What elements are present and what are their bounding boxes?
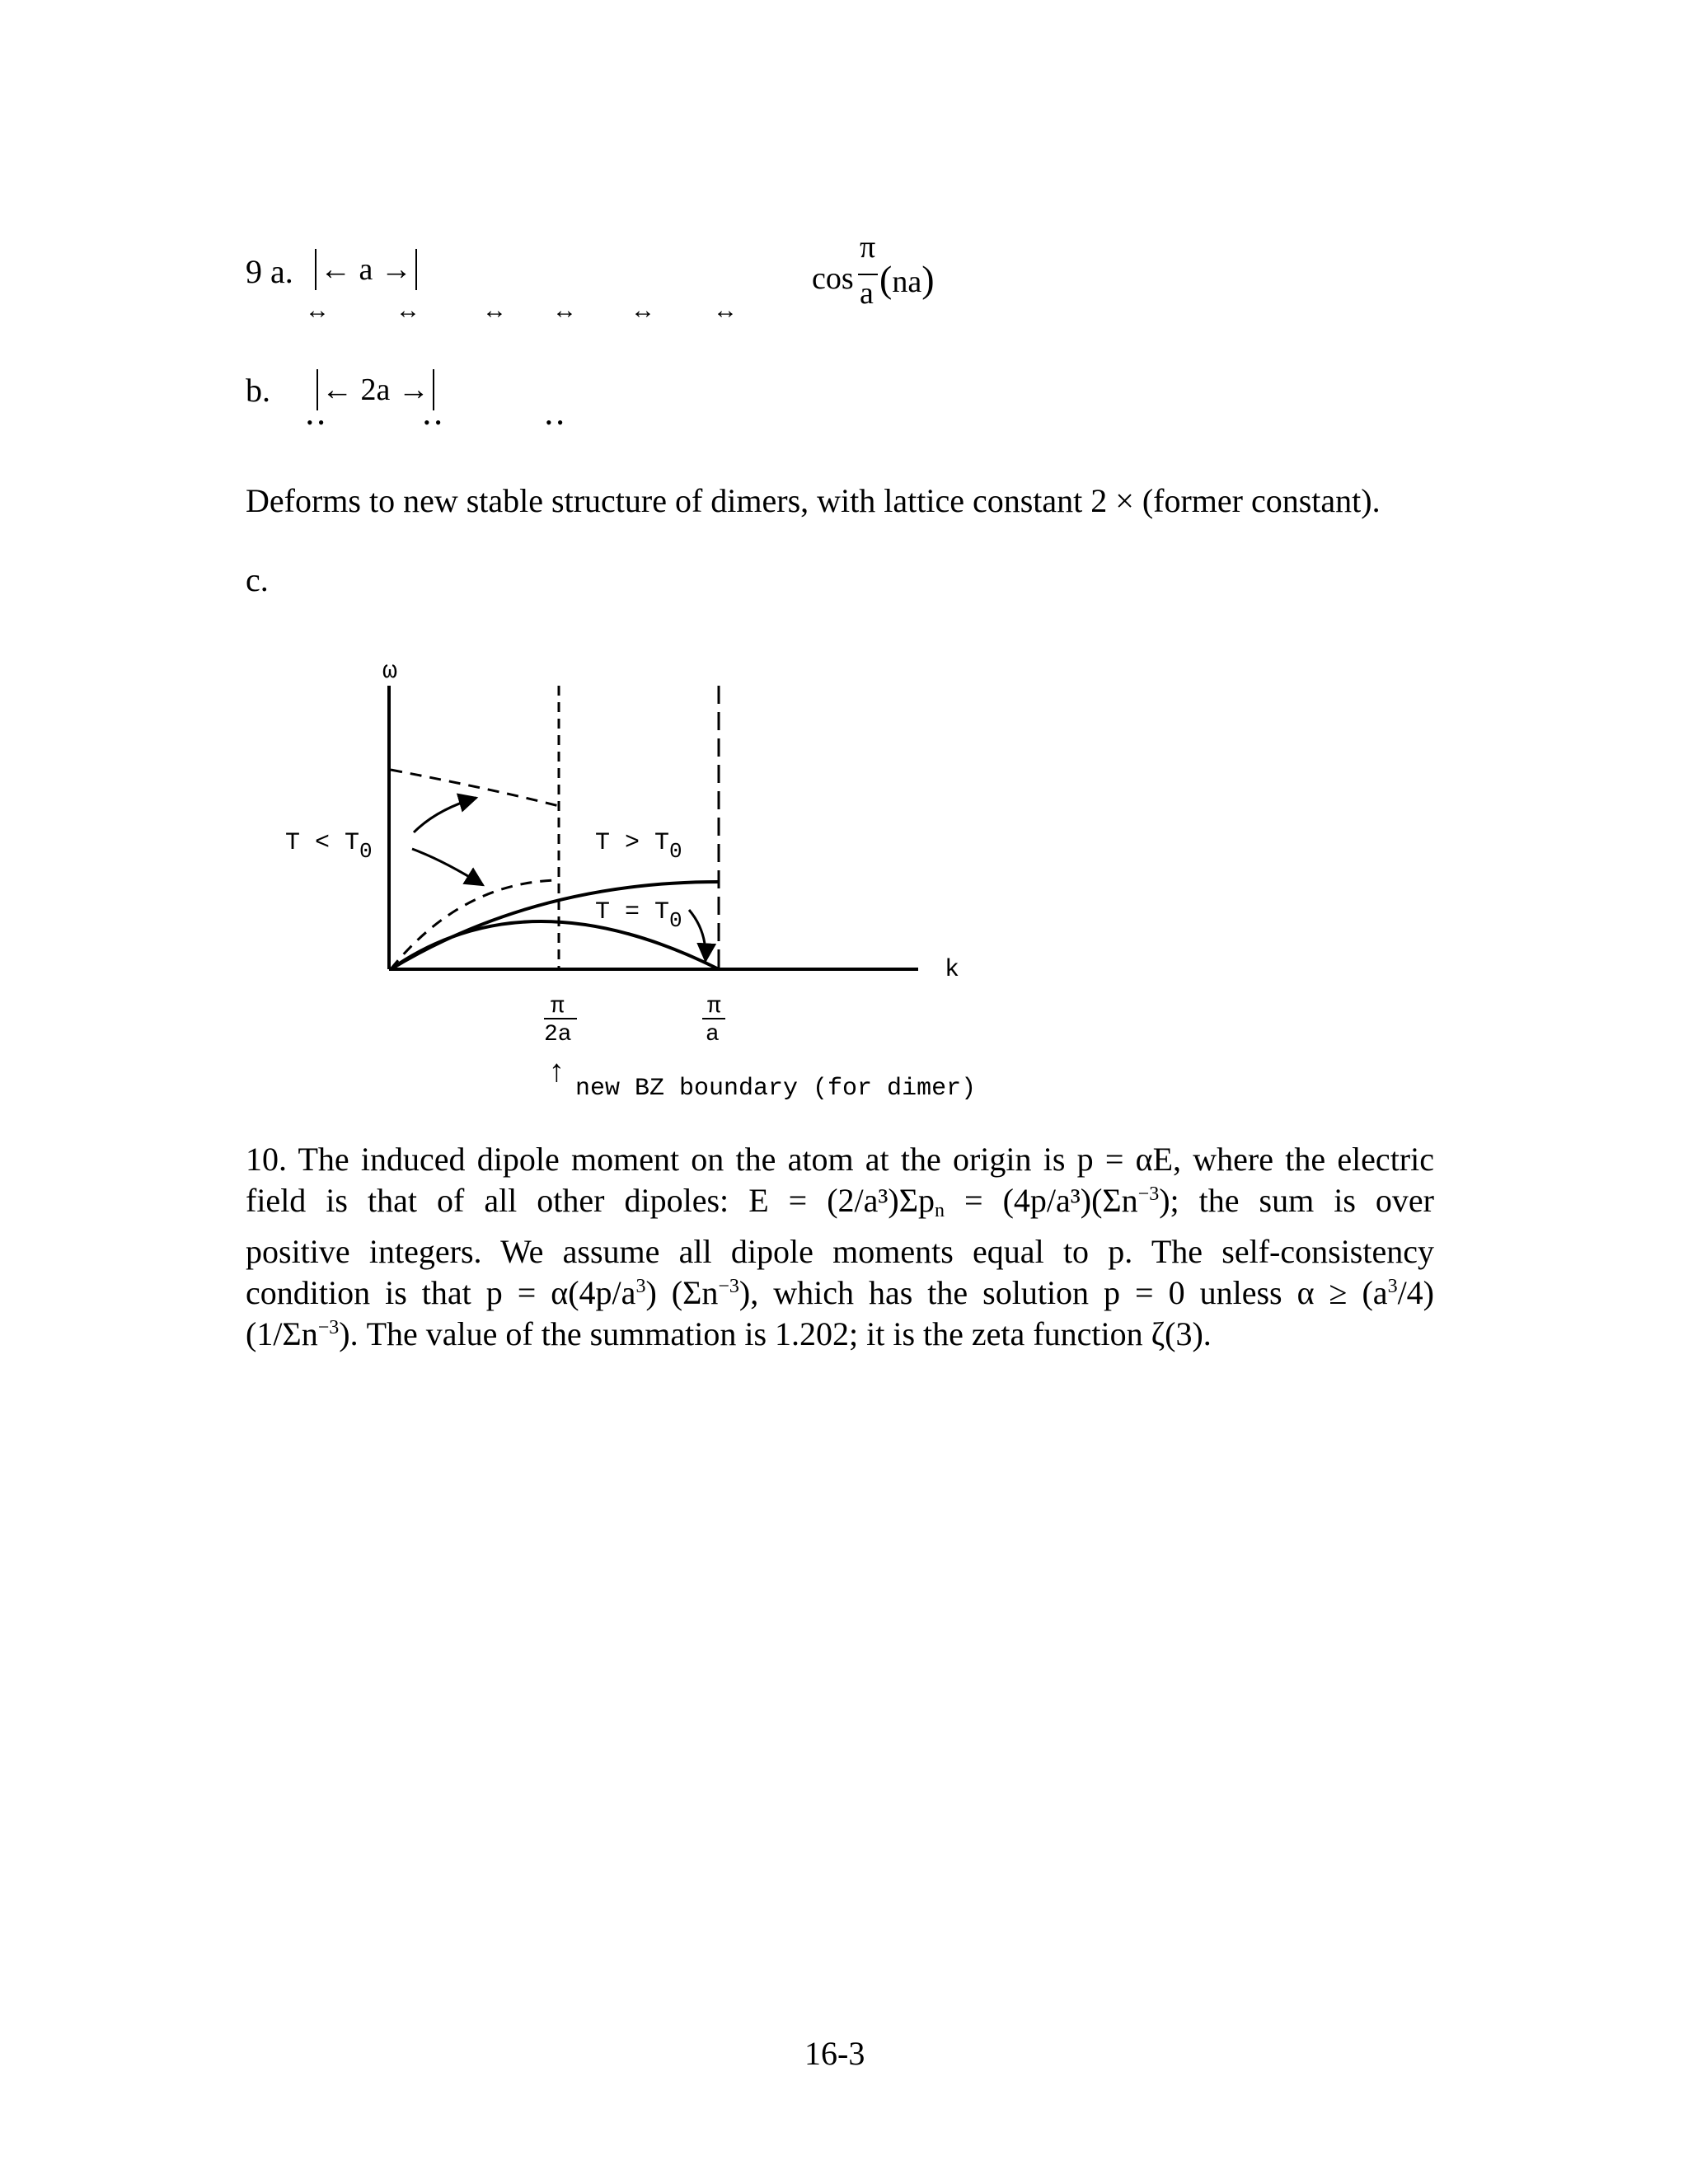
p10-l4-a: condition is that p = α(4p/a: [246, 1274, 636, 1311]
fraction-denominator-a: a: [860, 276, 874, 311]
upper-dashed-branch: [391, 770, 559, 806]
p10-l4-c: ), which has the solution p = 0 unless α ≥ (a: [738, 1274, 1388, 1311]
arrow-to-upper-branch: [414, 798, 476, 832]
arrow-to-lower-branch: [412, 849, 483, 885]
p10-eq-sup: −3: [1137, 1183, 1160, 1205]
dimer-3: ••: [546, 412, 569, 433]
p10-eq-part-2: = (4p/a³)(Σn: [964, 1182, 1138, 1219]
label-t-greater-text: T > T: [595, 829, 670, 857]
label-t-equal-sub: 0: [669, 908, 682, 933]
p10-line-5: [246, 1314, 1434, 1355]
arrow-2: ↔: [396, 297, 420, 324]
cos-text: cos: [812, 261, 854, 296]
arrow-1: ↔: [305, 297, 330, 324]
p10-eq-part-1: E = (2/a³)Σp: [748, 1182, 935, 1219]
p10-eq-sub: n: [934, 1200, 945, 1221]
y-axis-label: ω: [382, 658, 398, 686]
problem-9b-text: Deforms to new stable structure of dimers, with lattice constant 2 × (former constant).: [246, 482, 1381, 519]
arrow-4: ↔: [552, 297, 577, 324]
lattice-spacing-2a-text: ← 2a →: [321, 373, 429, 407]
p10-l4-sup1: 3: [635, 1276, 646, 1297]
label-t-greater-sub: 0: [669, 839, 682, 864]
p10-line-2: [246, 1180, 1434, 1231]
label-t-greater: [595, 829, 682, 864]
p10-line-2-end: the sum is over: [1198, 1182, 1435, 1219]
problem-9a-label: 9 a.: [246, 253, 293, 290]
p10-l5-sup: −3: [317, 1317, 340, 1338]
problem-9c-label: c.: [246, 561, 269, 598]
tick-pi-a-denominator: a: [706, 1022, 720, 1047]
p10-l5-a: (1/Σn: [246, 1315, 318, 1352]
arrow-to-zone-edge: [689, 910, 706, 961]
page-number: 16-3: [804, 2035, 865, 2072]
lattice-spacing-a-text: ← a →: [320, 252, 412, 287]
boundary-arrow: ↑: [547, 1056, 566, 1091]
p10-l4-sup2: −3: [718, 1276, 739, 1297]
p10-l4-d: /4): [1397, 1274, 1434, 1311]
dimer-1: ••: [307, 412, 330, 433]
fraction-numerator-pi: π: [860, 230, 876, 265]
arrow-3: ↔: [482, 297, 507, 324]
x-axis-label: k: [945, 956, 960, 984]
label-t-less: [285, 829, 373, 864]
label-t-less-text: T < T: [285, 829, 360, 857]
p10-line-4: [246, 1272, 1434, 1314]
p10-eq-end: );: [1159, 1182, 1179, 1219]
arrow-6: ↔: [713, 297, 738, 324]
problem-9b-label: b.: [246, 372, 270, 409]
label-t-less-sub: 0: [359, 839, 373, 864]
p10-line-3: positive integers. We assume all dipole moments equal to p. The self-consistency: [246, 1233, 1434, 1270]
problem-10-paragraph: [246, 1139, 1434, 1355]
arrow-5: ↔: [631, 297, 655, 324]
boundary-note: new BZ boundary (for dimer): [575, 1075, 977, 1103]
dimer-2: ••: [424, 412, 447, 433]
tick-pi-a-numerator: π: [707, 994, 721, 1019]
label-t-equal-text: T = T: [595, 898, 670, 926]
p10-line-1: 10. The induced dipole moment on the atom at the origin is p = αE, where the electric: [246, 1141, 1434, 1178]
paren-na: (na): [879, 258, 935, 300]
p10-line-2-start: field is that of all other dipoles:: [246, 1182, 729, 1219]
p10-l4-b: ) (Σn: [645, 1274, 719, 1311]
na-text: na: [892, 265, 922, 299]
tick-pi-2a-numerator: π: [551, 994, 565, 1019]
p10-l5-b: ). The value of the summation is 1.202; it is the zeta function ζ(3).: [339, 1315, 1212, 1352]
p10-l4-sup3: 3: [1387, 1276, 1398, 1297]
p10-equation: [748, 1182, 1179, 1219]
tick-pi-2a-denominator: 2a: [544, 1022, 572, 1047]
